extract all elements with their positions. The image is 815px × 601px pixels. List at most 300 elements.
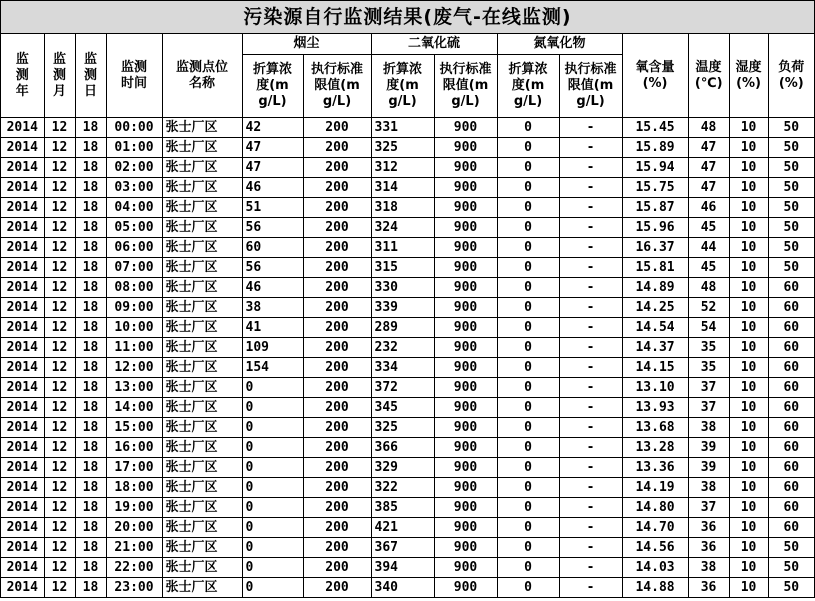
cell-temperature: 36 bbox=[688, 518, 729, 538]
cell-so2-conc: 331 bbox=[371, 118, 434, 138]
cell-nox-limit: - bbox=[559, 118, 622, 138]
cell-so2-conc: 311 bbox=[371, 238, 434, 258]
header-time: 监测时间 bbox=[106, 34, 162, 118]
cell-so2-conc: 322 bbox=[371, 478, 434, 498]
cell-year: 2014 bbox=[1, 578, 44, 598]
cell-day: 18 bbox=[75, 138, 106, 158]
cell-time: 12:00 bbox=[106, 358, 162, 378]
cell-year: 2014 bbox=[1, 498, 44, 518]
table-row bbox=[1, 558, 814, 578]
cell-so2-conc: 340 bbox=[371, 578, 434, 598]
cell-year: 2014 bbox=[1, 278, 44, 298]
cell-oxygen: 13.68 bbox=[622, 418, 688, 438]
cell-load: 50 bbox=[768, 258, 814, 278]
table-row bbox=[1, 458, 814, 478]
cell-dust-limit: 200 bbox=[303, 378, 371, 398]
cell-humidity: 10 bbox=[729, 298, 768, 318]
cell-day: 18 bbox=[75, 238, 106, 258]
cell-time: 21:00 bbox=[106, 538, 162, 558]
cell-load: 50 bbox=[768, 138, 814, 158]
cell-temperature: 47 bbox=[688, 138, 729, 158]
cell-temperature: 35 bbox=[688, 338, 729, 358]
cell-load: 60 bbox=[768, 318, 814, 338]
cell-dust-conc: 47 bbox=[242, 138, 303, 158]
header-nox-group: 氮氧化物 bbox=[497, 34, 622, 55]
cell-humidity: 10 bbox=[729, 578, 768, 598]
header-nox-limit: 执行标准限值(mg/L) bbox=[559, 55, 622, 118]
monitoring-table bbox=[1, 34, 814, 597]
cell-nox-limit: - bbox=[559, 238, 622, 258]
cell-so2-conc: 232 bbox=[371, 338, 434, 358]
cell-so2-limit: 900 bbox=[434, 158, 497, 178]
cell-time: 20:00 bbox=[106, 518, 162, 538]
cell-humidity: 10 bbox=[729, 218, 768, 238]
cell-day: 18 bbox=[75, 458, 106, 478]
cell-month: 12 bbox=[44, 538, 75, 558]
cell-nox-limit: - bbox=[559, 198, 622, 218]
cell-site: 张士厂区 bbox=[162, 258, 242, 278]
cell-site: 张士厂区 bbox=[162, 418, 242, 438]
cell-year: 2014 bbox=[1, 358, 44, 378]
cell-site: 张士厂区 bbox=[162, 458, 242, 478]
cell-month: 12 bbox=[44, 138, 75, 158]
cell-nox-conc: 0 bbox=[497, 538, 559, 558]
table-row bbox=[1, 178, 814, 198]
cell-site: 张士厂区 bbox=[162, 158, 242, 178]
cell-time: 10:00 bbox=[106, 318, 162, 338]
cell-dust-limit: 200 bbox=[303, 218, 371, 238]
cell-humidity: 10 bbox=[729, 158, 768, 178]
cell-temperature: 52 bbox=[688, 298, 729, 318]
cell-year: 2014 bbox=[1, 238, 44, 258]
cell-oxygen: 15.94 bbox=[622, 158, 688, 178]
cell-dust-conc: 51 bbox=[242, 198, 303, 218]
cell-nox-conc: 0 bbox=[497, 358, 559, 378]
cell-so2-limit: 900 bbox=[434, 418, 497, 438]
cell-day: 18 bbox=[75, 438, 106, 458]
cell-dust-conc: 0 bbox=[242, 498, 303, 518]
cell-nox-limit: - bbox=[559, 418, 622, 438]
cell-year: 2014 bbox=[1, 198, 44, 218]
cell-dust-conc: 56 bbox=[242, 218, 303, 238]
cell-nox-limit: - bbox=[559, 498, 622, 518]
cell-so2-conc: 385 bbox=[371, 498, 434, 518]
cell-load: 50 bbox=[768, 218, 814, 238]
cell-month: 12 bbox=[44, 378, 75, 398]
cell-load: 60 bbox=[768, 518, 814, 538]
cell-nox-limit: - bbox=[559, 578, 622, 598]
cell-humidity: 10 bbox=[729, 358, 768, 378]
cell-humidity: 10 bbox=[729, 338, 768, 358]
cell-nox-limit: - bbox=[559, 358, 622, 378]
cell-dust-limit: 200 bbox=[303, 178, 371, 198]
cell-dust-limit: 200 bbox=[303, 158, 371, 178]
cell-day: 18 bbox=[75, 478, 106, 498]
cell-dust-conc: 0 bbox=[242, 378, 303, 398]
cell-so2-conc: 324 bbox=[371, 218, 434, 238]
cell-day: 18 bbox=[75, 118, 106, 138]
cell-oxygen: 14.80 bbox=[622, 498, 688, 518]
cell-load: 60 bbox=[768, 378, 814, 398]
cell-day: 18 bbox=[75, 378, 106, 398]
cell-time: 05:00 bbox=[106, 218, 162, 238]
cell-dust-limit: 200 bbox=[303, 238, 371, 258]
cell-site: 张士厂区 bbox=[162, 578, 242, 598]
cell-site: 张士厂区 bbox=[162, 278, 242, 298]
cell-so2-limit: 900 bbox=[434, 198, 497, 218]
cell-humidity: 10 bbox=[729, 478, 768, 498]
cell-oxygen: 14.37 bbox=[622, 338, 688, 358]
cell-oxygen: 14.54 bbox=[622, 318, 688, 338]
cell-month: 12 bbox=[44, 238, 75, 258]
cell-so2-conc: 315 bbox=[371, 258, 434, 278]
cell-time: 14:00 bbox=[106, 398, 162, 418]
cell-year: 2014 bbox=[1, 158, 44, 178]
cell-site: 张士厂区 bbox=[162, 398, 242, 418]
cell-nox-conc: 0 bbox=[497, 558, 559, 578]
cell-day: 18 bbox=[75, 538, 106, 558]
cell-month: 12 bbox=[44, 578, 75, 598]
cell-load: 50 bbox=[768, 538, 814, 558]
cell-dust-limit: 200 bbox=[303, 278, 371, 298]
cell-temperature: 54 bbox=[688, 318, 729, 338]
cell-oxygen: 13.28 bbox=[622, 438, 688, 458]
cell-month: 12 bbox=[44, 118, 75, 138]
cell-oxygen: 15.96 bbox=[622, 218, 688, 238]
cell-temperature: 39 bbox=[688, 438, 729, 458]
cell-dust-limit: 200 bbox=[303, 518, 371, 538]
header-so2-conc: 折算浓度(mg/L) bbox=[371, 55, 434, 118]
cell-month: 12 bbox=[44, 438, 75, 458]
cell-year: 2014 bbox=[1, 178, 44, 198]
cell-temperature: 48 bbox=[688, 278, 729, 298]
cell-load: 60 bbox=[768, 458, 814, 478]
cell-so2-limit: 900 bbox=[434, 578, 497, 598]
cell-site: 张士厂区 bbox=[162, 378, 242, 398]
header-humidity: 湿度(%) bbox=[729, 34, 768, 118]
cell-month: 12 bbox=[44, 218, 75, 238]
cell-day: 18 bbox=[75, 338, 106, 358]
cell-dust-limit: 200 bbox=[303, 298, 371, 318]
cell-so2-conc: 366 bbox=[371, 438, 434, 458]
cell-so2-conc: 329 bbox=[371, 458, 434, 478]
cell-site: 张士厂区 bbox=[162, 558, 242, 578]
cell-temperature: 47 bbox=[688, 158, 729, 178]
cell-dust-conc: 0 bbox=[242, 438, 303, 458]
cell-so2-conc: 318 bbox=[371, 198, 434, 218]
cell-oxygen: 15.81 bbox=[622, 258, 688, 278]
cell-so2-limit: 900 bbox=[434, 298, 497, 318]
cell-nox-limit: - bbox=[559, 378, 622, 398]
cell-month: 12 bbox=[44, 518, 75, 538]
cell-load: 50 bbox=[768, 238, 814, 258]
cell-humidity: 10 bbox=[729, 458, 768, 478]
header-oxygen: 氧含量(%) bbox=[622, 34, 688, 118]
cell-humidity: 10 bbox=[729, 118, 768, 138]
cell-dust-conc: 46 bbox=[242, 278, 303, 298]
cell-temperature: 39 bbox=[688, 458, 729, 478]
cell-so2-conc: 312 bbox=[371, 158, 434, 178]
cell-site: 张士厂区 bbox=[162, 358, 242, 378]
cell-nox-limit: - bbox=[559, 158, 622, 178]
cell-so2-limit: 900 bbox=[434, 138, 497, 158]
cell-temperature: 35 bbox=[688, 358, 729, 378]
cell-dust-conc: 109 bbox=[242, 338, 303, 358]
cell-site: 张士厂区 bbox=[162, 298, 242, 318]
cell-dust-conc: 0 bbox=[242, 418, 303, 438]
cell-oxygen: 15.75 bbox=[622, 178, 688, 198]
cell-day: 18 bbox=[75, 558, 106, 578]
cell-so2-conc: 330 bbox=[371, 278, 434, 298]
cell-temperature: 47 bbox=[688, 178, 729, 198]
cell-month: 12 bbox=[44, 418, 75, 438]
cell-month: 12 bbox=[44, 198, 75, 218]
cell-temperature: 46 bbox=[688, 198, 729, 218]
cell-humidity: 10 bbox=[729, 518, 768, 538]
cell-nox-conc: 0 bbox=[497, 418, 559, 438]
cell-so2-conc: 339 bbox=[371, 298, 434, 318]
cell-time: 00:00 bbox=[106, 118, 162, 138]
cell-time: 18:00 bbox=[106, 478, 162, 498]
cell-dust-conc: 154 bbox=[242, 358, 303, 378]
cell-so2-conc: 314 bbox=[371, 178, 434, 198]
cell-dust-conc: 46 bbox=[242, 178, 303, 198]
cell-month: 12 bbox=[44, 318, 75, 338]
cell-load: 60 bbox=[768, 418, 814, 438]
cell-month: 12 bbox=[44, 458, 75, 478]
cell-nox-conc: 0 bbox=[497, 238, 559, 258]
cell-so2-limit: 900 bbox=[434, 538, 497, 558]
table-row bbox=[1, 138, 814, 158]
cell-nox-limit: - bbox=[559, 398, 622, 418]
cell-load: 60 bbox=[768, 438, 814, 458]
cell-dust-limit: 200 bbox=[303, 438, 371, 458]
cell-year: 2014 bbox=[1, 378, 44, 398]
table-row bbox=[1, 278, 814, 298]
cell-day: 18 bbox=[75, 198, 106, 218]
cell-nox-conc: 0 bbox=[497, 178, 559, 198]
cell-site: 张士厂区 bbox=[162, 438, 242, 458]
cell-so2-conc: 394 bbox=[371, 558, 434, 578]
header-dust-limit: 执行标准限值(mg/L) bbox=[303, 55, 371, 118]
cell-year: 2014 bbox=[1, 518, 44, 538]
cell-so2-limit: 900 bbox=[434, 358, 497, 378]
cell-month: 12 bbox=[44, 258, 75, 278]
cell-load: 60 bbox=[768, 358, 814, 378]
cell-day: 18 bbox=[75, 278, 106, 298]
cell-humidity: 10 bbox=[729, 198, 768, 218]
cell-dust-limit: 200 bbox=[303, 138, 371, 158]
cell-time: 13:00 bbox=[106, 378, 162, 398]
cell-dust-conc: 42 bbox=[242, 118, 303, 138]
cell-year: 2014 bbox=[1, 458, 44, 478]
cell-year: 2014 bbox=[1, 218, 44, 238]
header-so2-group: 二氧化硫 bbox=[371, 34, 497, 55]
cell-month: 12 bbox=[44, 338, 75, 358]
cell-dust-limit: 200 bbox=[303, 578, 371, 598]
table-row bbox=[1, 518, 814, 538]
cell-nox-limit: - bbox=[559, 538, 622, 558]
cell-site: 张士厂区 bbox=[162, 138, 242, 158]
table-row bbox=[1, 478, 814, 498]
cell-load: 50 bbox=[768, 158, 814, 178]
table-row bbox=[1, 498, 814, 518]
cell-time: 08:00 bbox=[106, 278, 162, 298]
cell-day: 18 bbox=[75, 358, 106, 378]
cell-nox-conc: 0 bbox=[497, 518, 559, 538]
cell-site: 张士厂区 bbox=[162, 318, 242, 338]
cell-nox-limit: - bbox=[559, 518, 622, 538]
cell-time: 07:00 bbox=[106, 258, 162, 278]
cell-oxygen: 16.37 bbox=[622, 238, 688, 258]
cell-dust-limit: 200 bbox=[303, 338, 371, 358]
header-day: 监测日 bbox=[75, 34, 106, 118]
cell-nox-limit: - bbox=[559, 558, 622, 578]
cell-dust-conc: 56 bbox=[242, 258, 303, 278]
cell-so2-limit: 900 bbox=[434, 518, 497, 538]
cell-month: 12 bbox=[44, 278, 75, 298]
cell-nox-limit: - bbox=[559, 318, 622, 338]
cell-temperature: 37 bbox=[688, 378, 729, 398]
cell-nox-conc: 0 bbox=[497, 158, 559, 178]
cell-site: 张士厂区 bbox=[162, 498, 242, 518]
cell-time: 17:00 bbox=[106, 458, 162, 478]
cell-oxygen: 14.15 bbox=[622, 358, 688, 378]
cell-nox-conc: 0 bbox=[497, 318, 559, 338]
cell-so2-conc: 345 bbox=[371, 398, 434, 418]
cell-oxygen: 14.56 bbox=[622, 538, 688, 558]
cell-so2-conc: 325 bbox=[371, 138, 434, 158]
cell-dust-conc: 47 bbox=[242, 158, 303, 178]
cell-humidity: 10 bbox=[729, 398, 768, 418]
cell-nox-conc: 0 bbox=[497, 498, 559, 518]
cell-dust-limit: 200 bbox=[303, 258, 371, 278]
cell-month: 12 bbox=[44, 398, 75, 418]
cell-dust-limit: 200 bbox=[303, 358, 371, 378]
cell-so2-conc: 421 bbox=[371, 518, 434, 538]
cell-nox-conc: 0 bbox=[497, 118, 559, 138]
cell-time: 02:00 bbox=[106, 158, 162, 178]
cell-time: 03:00 bbox=[106, 178, 162, 198]
cell-oxygen: 13.93 bbox=[622, 398, 688, 418]
cell-humidity: 10 bbox=[729, 318, 768, 338]
cell-year: 2014 bbox=[1, 138, 44, 158]
cell-load: 60 bbox=[768, 298, 814, 318]
cell-dust-conc: 0 bbox=[242, 478, 303, 498]
cell-nox-conc: 0 bbox=[497, 298, 559, 318]
cell-nox-conc: 0 bbox=[497, 338, 559, 358]
cell-oxygen: 15.45 bbox=[622, 118, 688, 138]
cell-humidity: 10 bbox=[729, 498, 768, 518]
cell-nox-conc: 0 bbox=[497, 258, 559, 278]
cell-temperature: 38 bbox=[688, 418, 729, 438]
cell-oxygen: 14.88 bbox=[622, 578, 688, 598]
cell-month: 12 bbox=[44, 358, 75, 378]
cell-nox-conc: 0 bbox=[497, 438, 559, 458]
cell-so2-limit: 900 bbox=[434, 558, 497, 578]
cell-load: 60 bbox=[768, 338, 814, 358]
cell-month: 12 bbox=[44, 498, 75, 518]
cell-temperature: 38 bbox=[688, 478, 729, 498]
cell-dust-limit: 200 bbox=[303, 538, 371, 558]
cell-day: 18 bbox=[75, 298, 106, 318]
cell-dust-conc: 0 bbox=[242, 458, 303, 478]
cell-so2-conc: 367 bbox=[371, 538, 434, 558]
cell-nox-conc: 0 bbox=[497, 458, 559, 478]
cell-dust-limit: 200 bbox=[303, 118, 371, 138]
cell-month: 12 bbox=[44, 158, 75, 178]
cell-day: 18 bbox=[75, 318, 106, 338]
cell-time: 23:00 bbox=[106, 578, 162, 598]
cell-day: 18 bbox=[75, 258, 106, 278]
cell-year: 2014 bbox=[1, 118, 44, 138]
cell-nox-conc: 0 bbox=[497, 378, 559, 398]
cell-site: 张士厂区 bbox=[162, 538, 242, 558]
cell-nox-limit: - bbox=[559, 258, 622, 278]
cell-humidity: 10 bbox=[729, 378, 768, 398]
header-load: 负荷(%) bbox=[768, 34, 814, 118]
cell-so2-limit: 900 bbox=[434, 278, 497, 298]
cell-dust-conc: 0 bbox=[242, 538, 303, 558]
table-row bbox=[1, 378, 814, 398]
cell-month: 12 bbox=[44, 178, 75, 198]
cell-dust-limit: 200 bbox=[303, 198, 371, 218]
cell-dust-conc: 0 bbox=[242, 578, 303, 598]
cell-so2-conc: 372 bbox=[371, 378, 434, 398]
cell-site: 张士厂区 bbox=[162, 238, 242, 258]
cell-dust-limit: 200 bbox=[303, 318, 371, 338]
cell-time: 19:00 bbox=[106, 498, 162, 518]
cell-site: 张士厂区 bbox=[162, 198, 242, 218]
cell-load: 50 bbox=[768, 178, 814, 198]
cell-time: 15:00 bbox=[106, 418, 162, 438]
cell-so2-limit: 900 bbox=[434, 218, 497, 238]
cell-so2-limit: 900 bbox=[434, 318, 497, 338]
header-temperature: 温度(℃) bbox=[688, 34, 729, 118]
cell-day: 18 bbox=[75, 518, 106, 538]
table-row bbox=[1, 418, 814, 438]
cell-so2-limit: 900 bbox=[434, 398, 497, 418]
cell-oxygen: 14.03 bbox=[622, 558, 688, 578]
cell-load: 50 bbox=[768, 578, 814, 598]
cell-so2-conc: 334 bbox=[371, 358, 434, 378]
cell-site: 张士厂区 bbox=[162, 218, 242, 238]
cell-so2-conc: 325 bbox=[371, 418, 434, 438]
cell-oxygen: 13.36 bbox=[622, 458, 688, 478]
cell-site: 张士厂区 bbox=[162, 178, 242, 198]
cell-day: 18 bbox=[75, 498, 106, 518]
cell-humidity: 10 bbox=[729, 558, 768, 578]
cell-nox-conc: 0 bbox=[497, 578, 559, 598]
cell-temperature: 37 bbox=[688, 398, 729, 418]
cell-nox-limit: - bbox=[559, 458, 622, 478]
cell-dust-conc: 38 bbox=[242, 298, 303, 318]
cell-so2-limit: 900 bbox=[434, 258, 497, 278]
cell-time: 06:00 bbox=[106, 238, 162, 258]
cell-day: 18 bbox=[75, 398, 106, 418]
header-so2-limit: 执行标准限值(mg/L) bbox=[434, 55, 497, 118]
cell-so2-conc: 289 bbox=[371, 318, 434, 338]
cell-dust-conc: 0 bbox=[242, 518, 303, 538]
cell-time: 04:00 bbox=[106, 198, 162, 218]
cell-humidity: 10 bbox=[729, 538, 768, 558]
cell-so2-limit: 900 bbox=[434, 338, 497, 358]
cell-nox-limit: - bbox=[559, 298, 622, 318]
header-nox-conc: 折算浓度(mg/L) bbox=[497, 55, 559, 118]
cell-year: 2014 bbox=[1, 438, 44, 458]
cell-humidity: 10 bbox=[729, 178, 768, 198]
cell-dust-limit: 200 bbox=[303, 458, 371, 478]
